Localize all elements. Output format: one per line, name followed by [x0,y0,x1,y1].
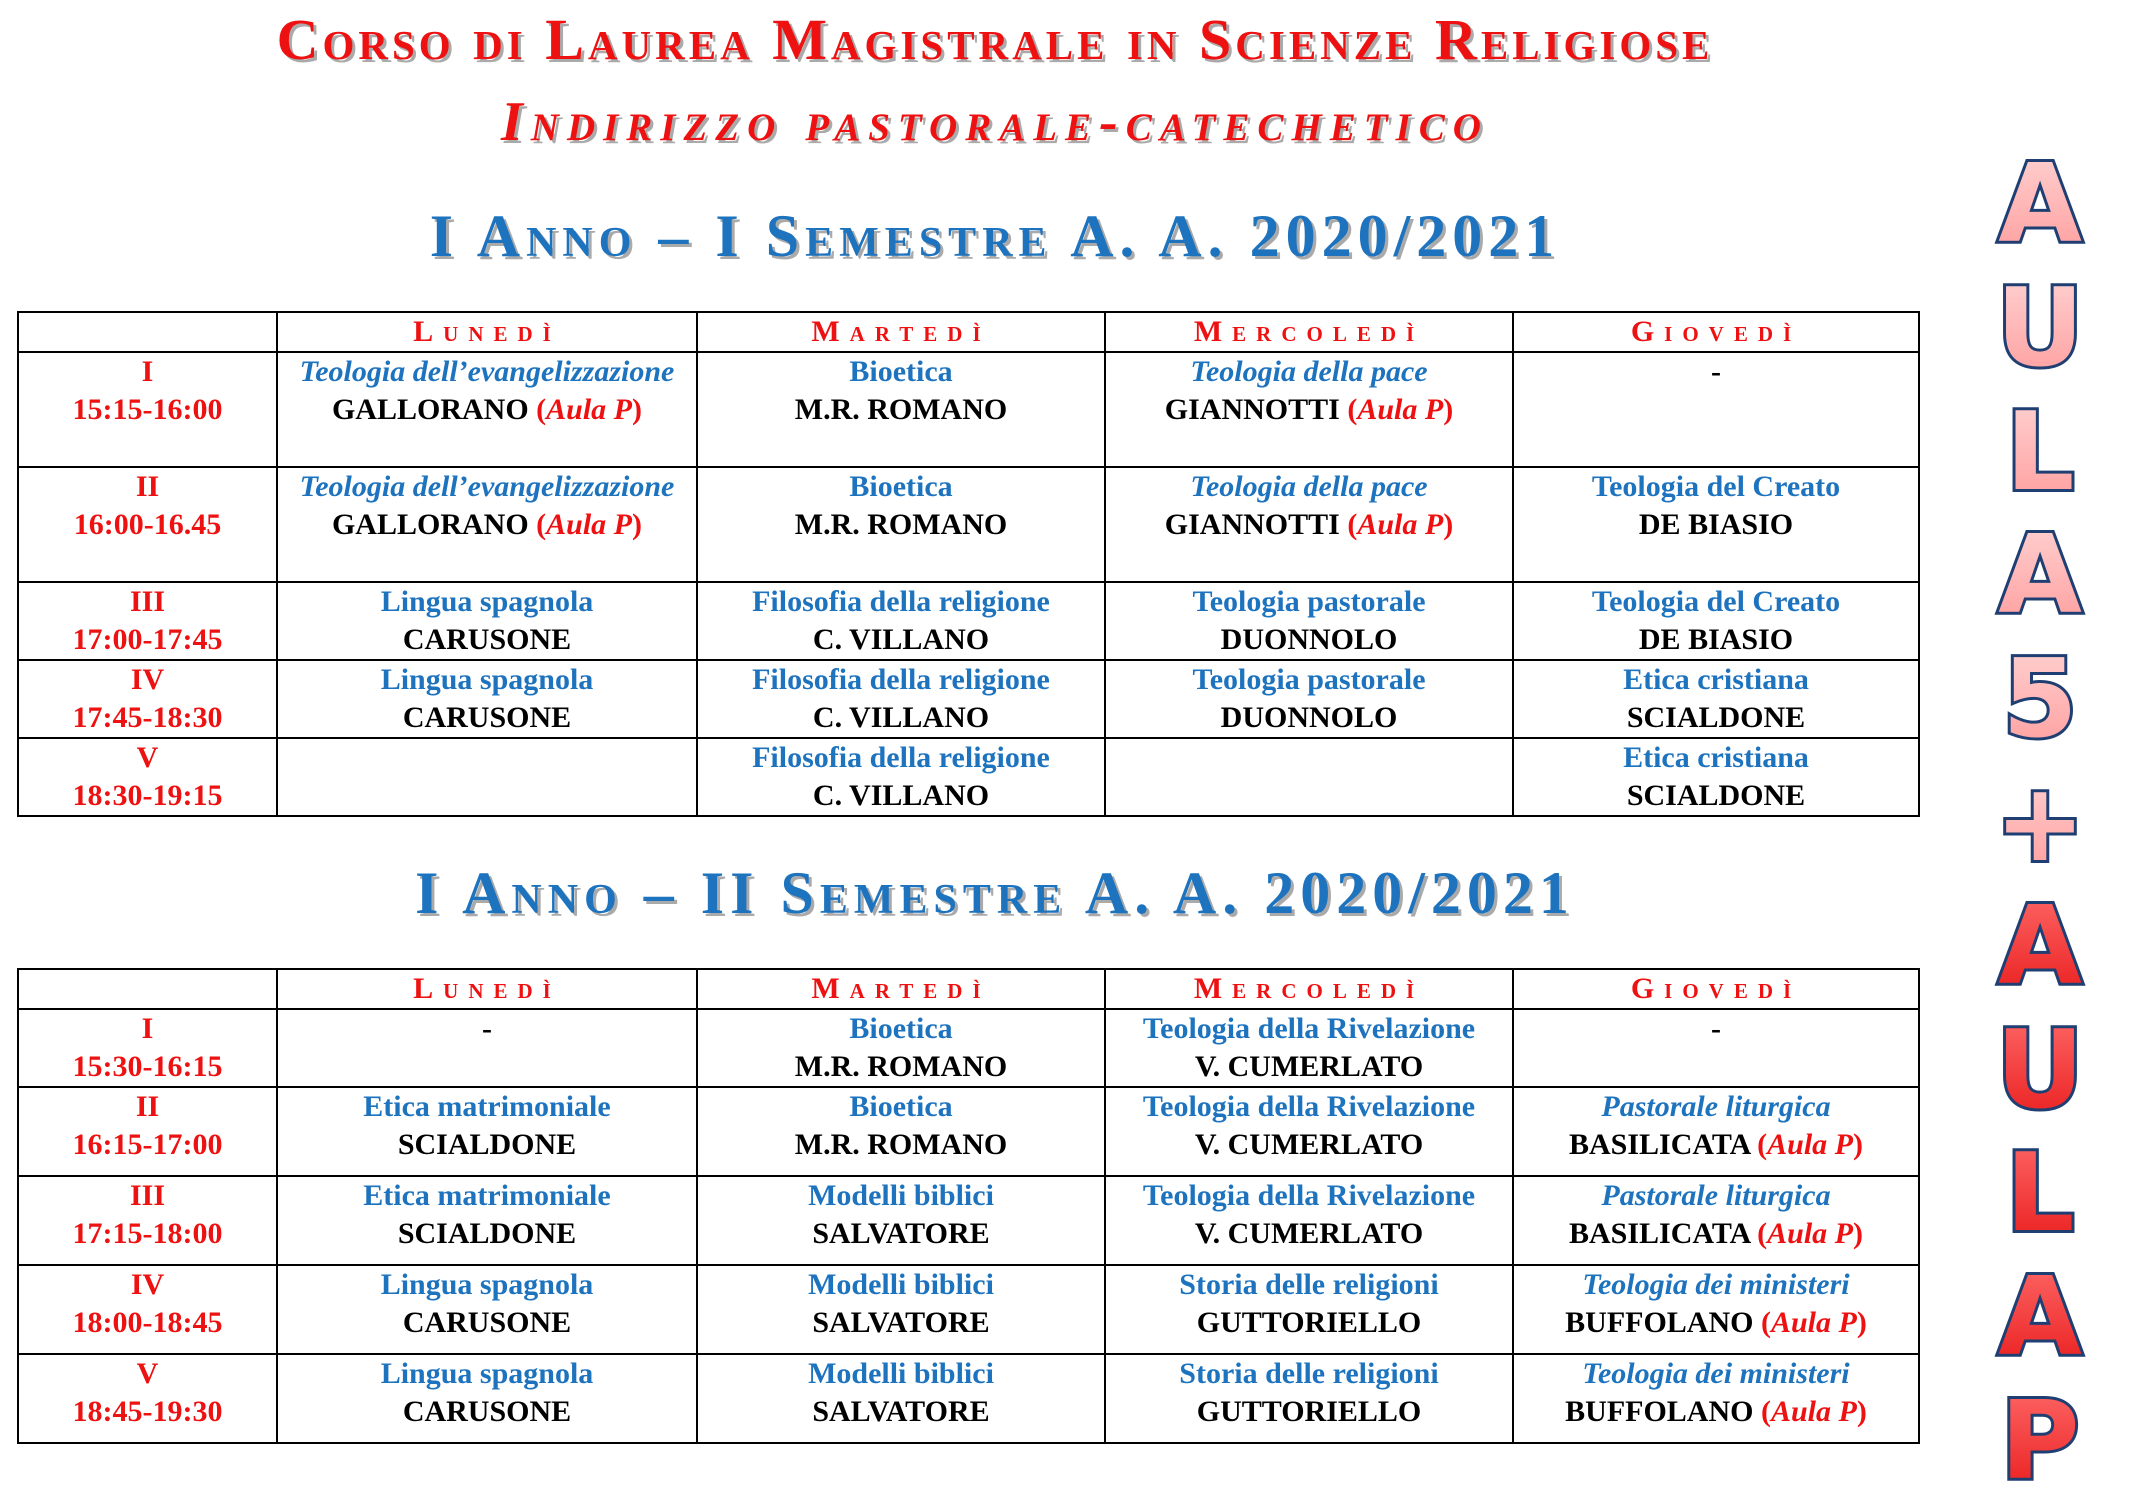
course-name: Modelli biblici [808,1357,994,1390]
teacher-name [698,621,1104,659]
teacher-label: DUONNOLO [1220,623,1398,656]
teacher-name [1514,777,1918,815]
lesson-cell [277,1265,697,1354]
teacher-name [698,1126,1104,1164]
teacher-name [1514,699,1918,737]
table-row [18,352,1919,467]
teacher-label: C. VILLANO [812,779,990,812]
course-name: Bioetica [849,470,953,503]
teacher-label: CARUSONE [402,701,572,734]
teacher-label: BASILICATA [1569,1128,1750,1161]
slot-time: 16:15-17:00 [72,1128,223,1161]
lesson-cell [1105,582,1513,660]
course-name: Teologia del Creato [1591,470,1841,503]
semester-1-title: I Anno – I Semestre A. A. 2020/2021 [429,203,1561,269]
teacher-name [1106,1048,1512,1086]
lesson-cell [1105,1087,1513,1176]
course-name: Teologia del Creato [1591,585,1841,618]
course-name: Teologia dei ministeri [1582,1268,1850,1301]
teacher-label: BASILICATA [1569,1217,1750,1250]
teacher-label: GUTTORIELLO [1196,1306,1422,1339]
slot-number: III [129,1179,166,1212]
lesson-cell [1513,1265,1919,1354]
lesson-cell [1513,660,1919,738]
course-name: Teologia della pace [1190,470,1428,503]
table-row [18,582,1919,660]
course-name: Teologia della Rivelazione [1142,1090,1476,1123]
teacher-label: BUFFOLANO [1565,1395,1754,1428]
header-empty-cell [18,969,277,1009]
banner-letter: L [2005,1131,2075,1256]
teacher-label: GIANNOTTI [1164,393,1340,426]
table-row [18,738,1919,816]
course-name: Teologia pastorale [1192,663,1426,696]
teacher-name [278,506,696,544]
lesson-cell [1513,352,1919,467]
course-name: Etica cristiana [1623,741,1809,774]
teacher-label: SCIALDONE [397,1128,577,1161]
lesson-cell [277,660,697,738]
lesson-cell [1105,1176,1513,1265]
teacher-label: CARUSONE [402,1306,572,1339]
teacher-name [278,1126,696,1164]
header-day: Lunedì [277,969,697,1009]
teacher-label: M.R. ROMANO [794,508,1008,541]
teacher-name [278,699,696,737]
course-name: Pastorale liturgica [1601,1090,1831,1123]
room-label: Aula P [1357,393,1444,426]
banner-letter: U [1996,1008,2084,1133]
course-name: Storia delle religioni [1179,1357,1439,1390]
teacher-label: SALVATORE [812,1217,990,1250]
banner-letter: U [1996,266,2084,391]
room-label: Aula P [1770,1306,1857,1339]
slot-number: V [136,741,159,774]
paren-open: ( [1347,508,1358,541]
slot-number: I [141,1012,154,1045]
slot-number: III [129,585,166,618]
slot-number: IV [130,663,165,696]
time-slot-cell [18,660,277,738]
lesson-cell [277,467,697,582]
header-day: Mercoledì [1105,312,1513,352]
teacher-label: CARUSONE [402,623,572,656]
lesson-cell [1105,1354,1513,1443]
table-row [18,1265,1919,1354]
course-name: Lingua spagnola [380,1268,594,1301]
aula-banner-graphic [1940,140,2140,1500]
slot-number: II [135,1090,160,1123]
teacher-label: M.R. ROMANO [794,393,1008,426]
time-slot-cell [18,738,277,816]
teacher-label: GALLORANO [331,393,529,426]
course-name: Teologia dell’evangelizzazione [299,355,675,388]
course-name: Storia delle religioni [1179,1268,1439,1301]
slot-time: 15:15-16:00 [72,393,223,426]
banner-letter: 5 [2002,637,2078,762]
teacher-name [698,1215,1104,1253]
room-label: Aula P [1770,1395,1857,1428]
paren-open: ( [1757,1217,1768,1250]
teacher-name [1106,1126,1512,1164]
course-name: Lingua spagnola [380,663,594,696]
header-day: Lunedì [277,312,697,352]
table-row [18,1176,1919,1265]
teacher-label: DUONNOLO [1220,701,1398,734]
paren-close: ) [1852,1217,1863,1250]
teacher-name [1106,391,1512,429]
teacher-name [698,1304,1104,1342]
teacher-label: M.R. ROMANO [794,1128,1008,1161]
teacher-name [278,391,696,429]
course-name: Teologia pastorale [1192,585,1426,618]
lesson-cell [1105,1009,1513,1087]
time-slot-cell [18,1176,277,1265]
lesson-cell [1513,1354,1919,1443]
slot-time: 17:45-18:30 [72,701,223,734]
header-day: Martedì [697,312,1105,352]
teacher-label: CARUSONE [402,1395,572,1428]
room-label: Aula P [546,508,633,541]
teacher-label: BUFFOLANO [1565,1306,1754,1339]
teacher-label: V. CUMERLATO [1194,1050,1424,1083]
empty-dash: - [1711,1012,1721,1045]
header-empty-cell [18,312,277,352]
teacher-name [698,699,1104,737]
header-day: Giovedì [1513,969,1919,1009]
time-slot-cell [18,1354,277,1443]
teacher-name [278,621,696,659]
lesson-cell [697,467,1105,582]
paren-close: ) [1443,508,1454,541]
teacher-name [1514,506,1918,544]
lesson-cell [697,1354,1105,1443]
teacher-name [1514,621,1918,659]
lesson-cell [277,352,697,467]
lesson-cell [277,738,697,816]
teacher-label: M.R. ROMANO [794,1050,1008,1083]
slot-number: V [136,1357,159,1390]
lesson-cell [277,1176,697,1265]
lesson-cell [697,1265,1105,1354]
course-name: Filosofia della religione [752,741,1050,774]
paren-close: ) [1443,393,1454,426]
paren-open: ( [1347,393,1358,426]
teacher-name [1514,1126,1918,1164]
paren-close: ) [632,508,643,541]
teacher-label: GIANNOTTI [1164,508,1340,541]
paren-close: ) [632,393,643,426]
paren-open: ( [1760,1306,1771,1339]
course-name: Bioetica [849,1012,953,1045]
teacher-name [278,1304,696,1342]
course-name: Teologia della pace [1190,355,1428,388]
teacher-label: C. VILLANO [812,623,990,656]
course-name: Teologia dei ministeri [1582,1357,1850,1390]
time-slot-cell [18,1265,277,1354]
lesson-cell [697,1009,1105,1087]
time-slot-cell [18,467,277,582]
teacher-name [698,1393,1104,1431]
slot-time: 15:30-16:15 [72,1050,223,1083]
slot-number: II [135,470,160,503]
teacher-label: SALVATORE [812,1306,990,1339]
teacher-name [1106,1393,1512,1431]
lesson-cell [1513,738,1919,816]
table-row [18,1009,1919,1087]
course-name: Teologia della Rivelazione [1142,1012,1476,1045]
teacher-name [1106,1215,1512,1253]
table-header-row [18,969,1919,1009]
header-day: Giovedì [1513,312,1919,352]
teacher-label: GALLORANO [331,508,529,541]
paren-close: ) [1856,1306,1867,1339]
lesson-cell [1105,738,1513,816]
slot-time: 18:45-19:30 [72,1395,223,1428]
lesson-cell [277,1009,697,1087]
course-name: Etica cristiana [1623,663,1809,696]
lesson-cell [1513,1009,1919,1087]
course-name: Lingua spagnola [380,585,594,618]
course-name: Etica matrimoniale [363,1179,611,1212]
lesson-cell [1513,1087,1919,1176]
course-name: Pastorale liturgica [1601,1179,1831,1212]
paren-close: ) [1856,1395,1867,1428]
banner-letter: L [2005,390,2075,515]
banner-letter: A [1998,142,2082,267]
slot-number: IV [130,1268,165,1301]
lesson-cell [1513,582,1919,660]
banner-letter: + [1994,761,2086,886]
course-name: Etica matrimoniale [363,1090,611,1123]
course-name: Teologia dell’evangelizzazione [299,470,675,503]
paren-open: ( [536,508,547,541]
lesson-cell [697,1087,1105,1176]
empty-dash: - [482,1012,492,1045]
slot-time: 17:00-17:45 [72,623,223,656]
course-name: Bioetica [849,1090,953,1123]
semester-2-title: I Anno – II Semestre A. A. 2020/2021 [415,860,1575,926]
schedule-table-semester-2 [17,968,1920,1444]
teacher-name [1106,621,1512,659]
teacher-name [1106,1304,1512,1342]
lesson-cell [1105,660,1513,738]
teacher-name [698,777,1104,815]
teacher-name [278,1215,696,1253]
teacher-label: GUTTORIELLO [1196,1395,1422,1428]
empty-dash: - [1711,355,1721,388]
lesson-cell [697,582,1105,660]
teacher-name [698,506,1104,544]
slot-number: I [141,355,154,388]
teacher-label: SCIALDONE [1626,779,1806,812]
lesson-cell [697,738,1105,816]
time-slot-cell [18,352,277,467]
time-slot-cell [18,1009,277,1087]
paren-close: ) [1852,1128,1863,1161]
course-name: Modelli biblici [808,1268,994,1301]
course-name: Filosofia della religione [752,585,1050,618]
banner-letter: A [1998,513,2082,638]
lesson-cell [277,1354,697,1443]
banner-letter: A [1998,884,2082,1009]
table-row [18,660,1919,738]
lesson-cell [277,1087,697,1176]
slot-time: 16:00-16.45 [73,508,222,541]
lesson-cell [697,1176,1105,1265]
course-name: Filosofia della religione [752,663,1050,696]
teacher-name [1514,1393,1918,1431]
banner-letter: P [2000,1379,2080,1500]
page-subtitle: Indirizzo pastorale-catechetico [501,91,1489,153]
slot-time: 17:15-18:00 [72,1217,223,1250]
teacher-name [698,1048,1104,1086]
teacher-name [1514,1215,1918,1253]
lesson-cell [277,582,697,660]
room-label: Aula P [1767,1217,1853,1250]
slot-time: 18:00-18:45 [72,1306,223,1339]
slot-time: 18:30-19:15 [72,779,223,812]
lesson-cell [1513,467,1919,582]
room-label: Aula P [546,393,633,426]
course-name: Lingua spagnola [380,1357,594,1390]
room-label: Aula P [1357,508,1444,541]
teacher-label: DE BIASIO [1638,508,1794,541]
teacher-name [1106,506,1512,544]
lesson-cell [1105,467,1513,582]
room-label: Aula P [1767,1128,1853,1161]
teacher-name [278,1393,696,1431]
paren-open: ( [1757,1128,1768,1161]
course-name: Bioetica [849,355,953,388]
lesson-cell [1105,352,1513,467]
teacher-label: SCIALDONE [397,1217,577,1250]
teacher-label: SCIALDONE [1626,701,1806,734]
time-slot-cell [18,1087,277,1176]
teacher-label: DE BIASIO [1638,623,1794,656]
teacher-name [1106,699,1512,737]
time-slot-cell [18,582,277,660]
table-row [18,1087,1919,1176]
teacher-label: C. VILLANO [812,701,990,734]
course-name: Teologia della Rivelazione [1142,1179,1476,1212]
teacher-label: V. CUMERLATO [1194,1217,1424,1250]
lesson-cell [697,352,1105,467]
table-row [18,1354,1919,1443]
teacher-name [698,391,1104,429]
course-name: Modelli biblici [808,1179,994,1212]
lesson-cell [697,660,1105,738]
paren-open: ( [536,393,547,426]
lesson-cell [1513,1176,1919,1265]
teacher-label: SALVATORE [812,1395,990,1428]
table-header-row [18,312,1919,352]
lesson-cell [1105,1265,1513,1354]
page-title: Corso di Laurea Magistrale in Scienze Religiose [276,7,1714,72]
banner-letter: A [1998,1255,2082,1380]
schedule-table-semester-1 [17,311,1920,817]
header-day: Mercoledì [1105,969,1513,1009]
teacher-name [1514,1304,1918,1342]
teacher-label: V. CUMERLATO [1194,1128,1424,1161]
paren-open: ( [1760,1395,1771,1428]
table-row [18,467,1919,582]
header-day: Martedì [697,969,1105,1009]
